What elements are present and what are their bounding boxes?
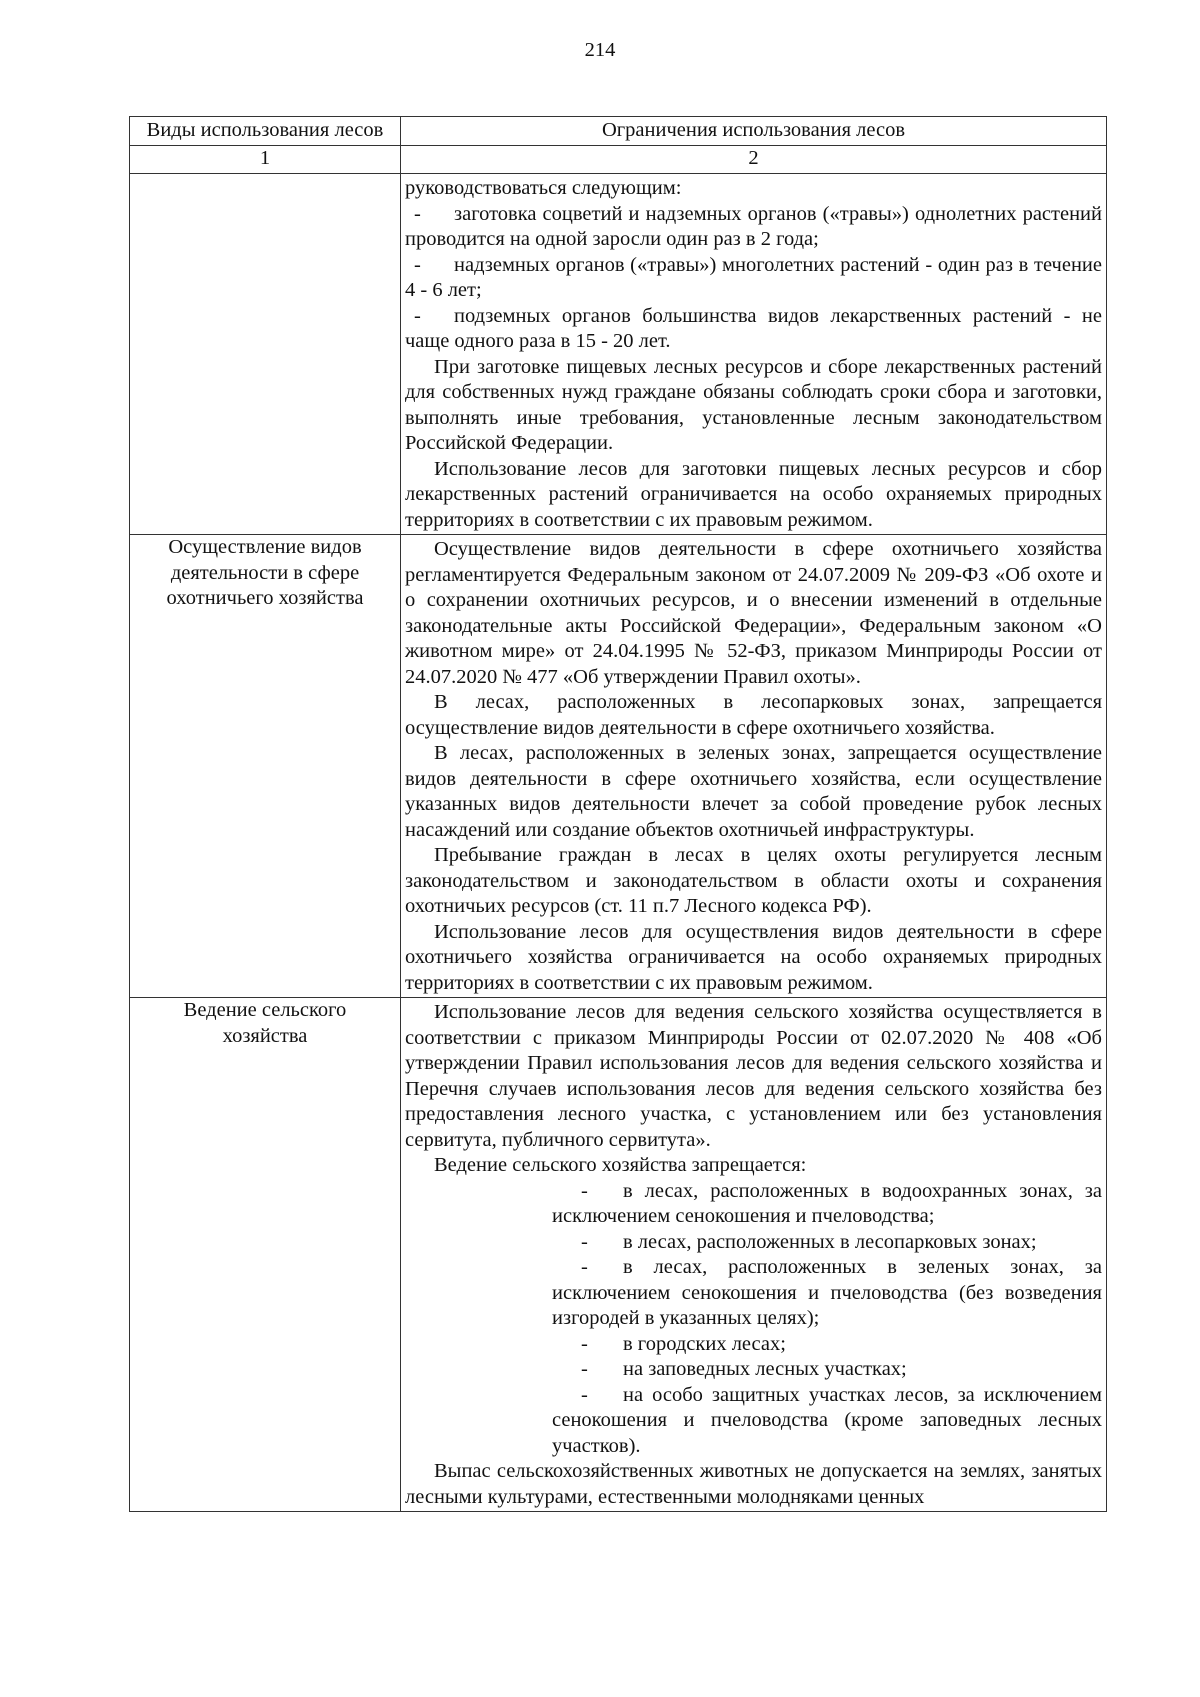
paragraph-text: Использование лесов для ведения сельского хозяйства осуществляется в соответствии с приказом Минприроды России от 02.07.2020 № 408 «Об утверждении Правил использования лесов для ведения сельского хозяйства и Перечня случаев использования лесов для ведения сельского хозяйства без предоставления лесного участка, с установлением или без установления сервитута, публичного сервитута».	[405, 1001, 1102, 1151]
dash-marker: -	[581, 1358, 588, 1380]
paragraph	[405, 741, 1102, 843]
forest-use-type-cell	[130, 174, 401, 535]
page-number: 214	[584, 39, 616, 61]
header-forest-use-types: Виды использования лесов	[130, 117, 401, 146]
paragraph-text: Осуществление видов деятельности в сфере охотничьего хозяйства регламентируется Федеральным законом от 24.07.2009 № 209-ФЗ «Об охоте и о сохранении охотничьих ресурсов, и о внесении изменений в отдельные законодательные акты Российской Федерации», Федеральным законом «О животном мире» от 24.04.1995 № 52-ФЗ, приказом Минприроды России от 24.07.2020 № 477 «Об утверждении Правил охоты».	[405, 538, 1102, 688]
list-item	[405, 202, 1102, 253]
column-number-row	[130, 146, 1107, 174]
forest-use-type-cell: Осуществление видов деятельности в сфере охотничьего хозяйства	[130, 535, 401, 998]
paragraph-text: надземных органов («травы») многолетних растений - один раз в течение 4 - 6 лет;	[405, 253, 1102, 301]
paragraph-text: Пребывание граждан в лесах в целях охоты регулируется лесным законодательством и законодательством в области охоты и сохранения охотничьих ресурсов (ст. 11 п.7 Лесного кодекса РФ).	[405, 844, 1102, 917]
list-item	[552, 1383, 1102, 1460]
table-body	[130, 174, 1107, 1512]
table-row	[130, 535, 1107, 998]
forest-use-type-cell: Ведение сельского хозяйства	[130, 998, 401, 1512]
paragraph-text: в лесах, расположенных в водоохранных зонах, за исключением сенокошения и пчеловодства;	[552, 1179, 1102, 1227]
column-number-1: 1	[130, 146, 401, 174]
paragraph	[405, 457, 1102, 534]
paragraph	[405, 920, 1102, 997]
paragraph-text: В лесах, расположенных в лесопарковых зонах, запрещается осуществление видов деятельности в сфере охотничьего хозяйства.	[405, 691, 1102, 739]
forest-use-table	[129, 116, 1107, 1512]
paragraph-text: В лесах, расположенных в зеленых зонах, запрещается осуществление видов деятельности в сфере охотничьего хозяйства, если осуществление указанных видов деятельности влечет за собой проведение рубок лесных насаждений или создание объектов охотничьей инфраструктуры.	[405, 742, 1102, 841]
paragraph-text: заготовка соцветий и надземных органов («травы») однолетних растений проводится на одной заросли один раз в 2 года;	[405, 202, 1102, 250]
paragraph	[405, 176, 1102, 202]
paragraph-text: подземных органов большинства видов лекарственных растений - не чаще одного раза в 15 - 20 лет.	[405, 304, 1102, 352]
paragraph-text: в лесах, расположенных в лесопарковых зонах;	[623, 1230, 1037, 1253]
dash-marker: -	[414, 202, 421, 225]
paragraph-text: на заповедных лесных участках;	[623, 1358, 907, 1380]
paragraph-text: на особо защитных участках лесов, за исключением сенокошения и пчеловодства (кроме заповедных лесных участков).	[552, 1383, 1102, 1457]
paragraph	[405, 1153, 1102, 1179]
paragraph-text: в лесах, расположенных в зеленых зонах, за исключением сенокошения и пчеловодства (без возведения изгородей в указанных целях);	[552, 1256, 1102, 1329]
dash-marker: -	[581, 1256, 588, 1278]
paragraph-text: Использование лесов для осуществления видов деятельности в сфере охотничьего хозяйства ограничивается на особо охраняемых природных территориях в соответствии с их правовым режимом.	[405, 920, 1102, 994]
table-header-row	[130, 117, 1107, 146]
paragraph	[405, 1000, 1102, 1153]
paragraph	[405, 843, 1102, 920]
list-item	[405, 304, 1102, 355]
paragraph-text: Использование лесов для заготовки пищевых лесных ресурсов и сбор лекарственных растений ограничивается на особо охраняемых природных территориях в соответствии с их правовым режимом.	[405, 457, 1102, 531]
column-number-2: 2	[401, 146, 1107, 174]
paragraph	[405, 690, 1102, 741]
forest-use-restriction-cell	[401, 998, 1107, 1512]
forest-use-restriction-cell	[401, 535, 1107, 998]
dash-marker: -	[414, 253, 421, 276]
paragraph-text: Ведение сельского хозяйства запрещается:	[434, 1154, 807, 1176]
table-row	[130, 174, 1107, 535]
paragraph-text: При заготовке пищевых лесных ресурсов и сборе лекарственных растений для собственных нужд граждане обязаны соблюдать сроки сбора и заготовки, выполнять иные требования, установленные лесным законодательством Российской Федерации.	[405, 355, 1102, 454]
paragraph-text: Выпас сельскохозяйственных животных не допускается на землях, занятых лесными культурами, естественными молодняками ценных	[405, 1460, 1102, 1508]
forest-use-restriction-cell	[401, 174, 1107, 535]
dash-marker: -	[414, 304, 421, 327]
paragraph	[405, 537, 1102, 690]
list-item	[552, 1255, 1102, 1332]
dash-marker: -	[581, 1230, 588, 1253]
list-item	[552, 1332, 1102, 1358]
list-item	[552, 1230, 1102, 1256]
paragraph-text: руководствоваться следующим:	[405, 177, 682, 199]
header-forest-use-restrictions: Ограничения использования лесов	[401, 117, 1107, 146]
list-item	[405, 253, 1102, 304]
dash-marker: -	[581, 1332, 588, 1355]
list-item	[552, 1179, 1102, 1230]
list-item	[552, 1357, 1102, 1383]
dash-marker: -	[581, 1179, 588, 1202]
paragraph	[405, 1459, 1102, 1510]
paragraph-text: в городских лесах;	[623, 1332, 786, 1355]
dash-marker: -	[581, 1383, 588, 1406]
table-row	[130, 998, 1107, 1512]
paragraph	[405, 355, 1102, 457]
